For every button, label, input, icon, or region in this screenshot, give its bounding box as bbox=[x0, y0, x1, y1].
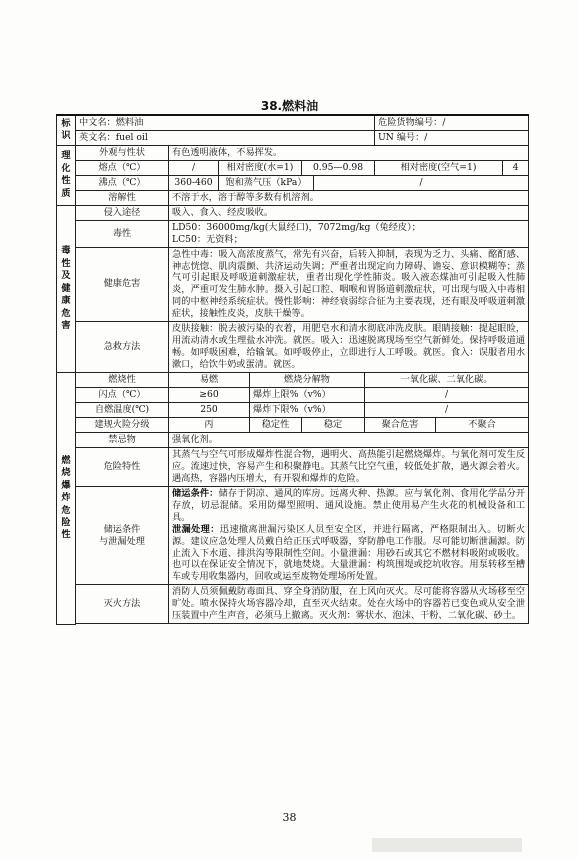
health-hazard-label: 健康危害 bbox=[76, 247, 169, 322]
upper-explosive-limit-value: / bbox=[365, 388, 529, 403]
firefighting-label: 灭火方法 bbox=[76, 585, 169, 624]
autoignition-row bbox=[57, 403, 529, 418]
density-air-label: 相对密度(空气=1) bbox=[375, 160, 503, 175]
section-toxicity: 毒性及健康危害 bbox=[57, 205, 76, 372]
flammability-value: 易燃 bbox=[169, 373, 250, 388]
boiling-row bbox=[57, 175, 529, 190]
lc50-line: LC50：无资料； bbox=[172, 233, 243, 245]
solubility-label: 溶解性 bbox=[76, 190, 169, 205]
toxicity-value bbox=[169, 220, 529, 247]
polymerization-value: 不聚合 bbox=[436, 417, 529, 432]
autoignition-value: 250 bbox=[169, 403, 250, 418]
english-name: 英文名：fuel oil bbox=[76, 130, 375, 145]
appearance-value: 有色透明液体，不易挥发。 bbox=[169, 145, 529, 160]
first-aid-row bbox=[57, 322, 529, 373]
stability-value: 稳定 bbox=[302, 417, 365, 432]
incompatible-label: 禁忌物 bbox=[76, 432, 169, 447]
section-identity: 标识 bbox=[57, 115, 76, 145]
first-aid-label: 急救方法 bbox=[76, 322, 169, 373]
storage-value bbox=[169, 486, 529, 585]
route-row bbox=[57, 205, 529, 220]
toxicity-label: 毒性 bbox=[76, 220, 169, 247]
density-row bbox=[57, 160, 529, 175]
storage-row bbox=[57, 486, 529, 585]
decomposition-label: 燃烧分解物 bbox=[250, 373, 365, 388]
flash-point-label: 闪点（℃） bbox=[76, 388, 169, 403]
un-number: UN 编号：/ bbox=[375, 130, 529, 145]
identity-row-2 bbox=[57, 130, 529, 145]
melting-point-label: 熔点（℃） bbox=[76, 160, 169, 175]
danger-value: 其蒸气与空气可形成爆炸性混合物，遇明火、高热能引起燃烧爆炸。与氧化剂可发生反应。流速过快，容易产生和积聚静电。其蒸气比空气重，较低处扩散，遇火源会着火。遇高热，容器内压增大，有开裂和爆炸的危险。 bbox=[169, 447, 529, 486]
scan-smudge bbox=[372, 838, 522, 852]
flammability-row bbox=[57, 373, 529, 388]
spill-text: 迅速撤离泄漏污染区人员至安全区，并进行隔离，严格限制出入。切断火源。建议应急处理人员戴自给正压式呼吸器，穿防静电工作服。尽可能切断泄漏源。防止流入下水道、排洪沟等限制性空间。小量泄漏：用砂石或其它不燃材料吸附或吸收。也可以在保证安全情况下，就地焚烧。大量泄漏：构筑围堤或挖坑收容。用泵转移至槽车或专用收集器内，回收或运至废物处理场所处置。 bbox=[172, 523, 526, 583]
identity-row-1 bbox=[57, 115, 529, 130]
flash-point-row bbox=[57, 388, 529, 403]
section-fire: 燃烧爆炸危险性 bbox=[57, 373, 76, 625]
storage-text: 储存于阴凉、通风的库房。远离火种、热源。应与氧化剂、食用化学品分开存放，切忌混储。采用防爆型照明、通风设施。禁止使用易产生火花的机械设备和工具。 bbox=[172, 487, 526, 523]
decomposition-value: 一氧化碳、二氧化碳。 bbox=[365, 373, 529, 388]
incompatible-row bbox=[57, 432, 529, 447]
msds-table bbox=[56, 114, 529, 625]
flammability-label: 燃烧性 bbox=[76, 373, 169, 388]
spacer-row bbox=[57, 624, 529, 625]
toxicity-row bbox=[57, 220, 529, 247]
fire-class-row bbox=[57, 417, 529, 432]
chinese-name: 中文名：燃料油 bbox=[76, 115, 375, 130]
density-air-value: 4 bbox=[503, 160, 529, 175]
storage-label: 储运条件 与泄漏处理 bbox=[76, 486, 169, 585]
vapor-pressure-value: / bbox=[314, 175, 529, 190]
melting-point-value: / bbox=[169, 160, 219, 175]
solubility-row bbox=[57, 190, 529, 205]
first-aid-value: 皮肤接触：脱去被污染的衣着，用肥皂水和清水彻底冲洗皮肤。眼睛接触：提起眼睑，用流动清水或生理盐水冲洗。就医。吸入：迅速脱离现场至空气新鲜处。保持呼吸道通畅。如呼吸困难，给输氧。如呼吸停止，立即进行人工呼吸。就医。食入：误服者用水漱口，给饮牛奶或蛋清。就医。 bbox=[169, 322, 529, 373]
ld50-line: LD50：36000mg/kg(大鼠经口)，7072mg/kg（兔经皮）； bbox=[172, 221, 421, 233]
firefighting-row bbox=[57, 585, 529, 624]
appearance-label: 外观与性状 bbox=[76, 145, 169, 160]
danger-row bbox=[57, 447, 529, 486]
lower-explosive-limit-label: 爆炸下限%（v%） bbox=[250, 403, 365, 418]
firefighting-value: 消防人员须佩戴防毒面具、穿全身消防服，在上风向灭火。尽可能将容器从火场移至空旷处。喷水保持火场容器冷却，直至灭火结束。处在火场中的容器若已变色或从安全泄压装置中产生声音，必须马上撤离。灭火剂：雾状水、泡沫、干粉、二氧化碳、砂土。 bbox=[169, 585, 529, 624]
vapor-pressure-label: 饱和蒸气压（kPa） bbox=[219, 175, 314, 190]
danger-label: 危险特性 bbox=[76, 447, 169, 486]
section-physchem: 理化性质 bbox=[57, 145, 76, 205]
health-row bbox=[57, 247, 529, 322]
document-title: 38.燃料油 bbox=[260, 99, 319, 113]
polymerization-label: 聚合危害 bbox=[365, 417, 436, 432]
boiling-point-label: 沸点（℃） bbox=[76, 175, 169, 190]
health-hazard-value: 急性中毒：吸入高浓度蒸气，常先有兴奋，后转入抑制，表现为乏力、头痛、酩酊感、神志恍惚、肌肉震颤、共济运动失调；严重者出现定向力障碍、谵妄、意识模糊等；蒸气可引起眼及呼吸道刺激症状，重者出现化学性肺炎。吸入液态煤油可引起吸入性肺炎，严重可发生肺水肿。摄入引起口腔、咽喉和胃肠道刺激症状，可出现与吸入中毒相同的中枢神经系统症状。慢性影响：神经衰弱综合征为主要表现，还有眼及呼吸道刺激症状，接触性皮炎，皮肤干燥等。 bbox=[169, 247, 529, 322]
boiling-point-value: 360-460 bbox=[169, 175, 219, 190]
stability-label: 稳定性 bbox=[250, 417, 302, 432]
flash-point-value: ≥60 bbox=[169, 388, 250, 403]
fire-class-label: 建规火险分级 bbox=[76, 417, 169, 432]
route-value: 吸入、食入、经皮吸收。 bbox=[169, 205, 529, 220]
autoignition-label: 自燃温度(℃) bbox=[76, 403, 169, 418]
storage-heading: 储运条件： bbox=[172, 487, 219, 499]
solubility-value: 不溶于水，溶于醇等多数有机溶剂。 bbox=[169, 190, 529, 205]
incompatible-value: 强氧化剂。 bbox=[169, 432, 529, 447]
fire-class-value: 丙 bbox=[169, 417, 250, 432]
appearance-row bbox=[57, 145, 529, 160]
page-number: 38 bbox=[282, 811, 297, 824]
spill-heading: 泄漏处理： bbox=[172, 523, 220, 535]
lower-explosive-limit-value: / bbox=[365, 403, 529, 418]
route-label: 侵入途径 bbox=[76, 205, 169, 220]
hazard-goods-number: 危险货物编号：/ bbox=[375, 115, 529, 130]
upper-explosive-limit-label: 爆炸上限%（v%） bbox=[250, 388, 365, 403]
density-water-label: 相对密度(水=1) bbox=[219, 160, 302, 175]
density-water-value: 0.95—0.98 bbox=[302, 160, 375, 175]
